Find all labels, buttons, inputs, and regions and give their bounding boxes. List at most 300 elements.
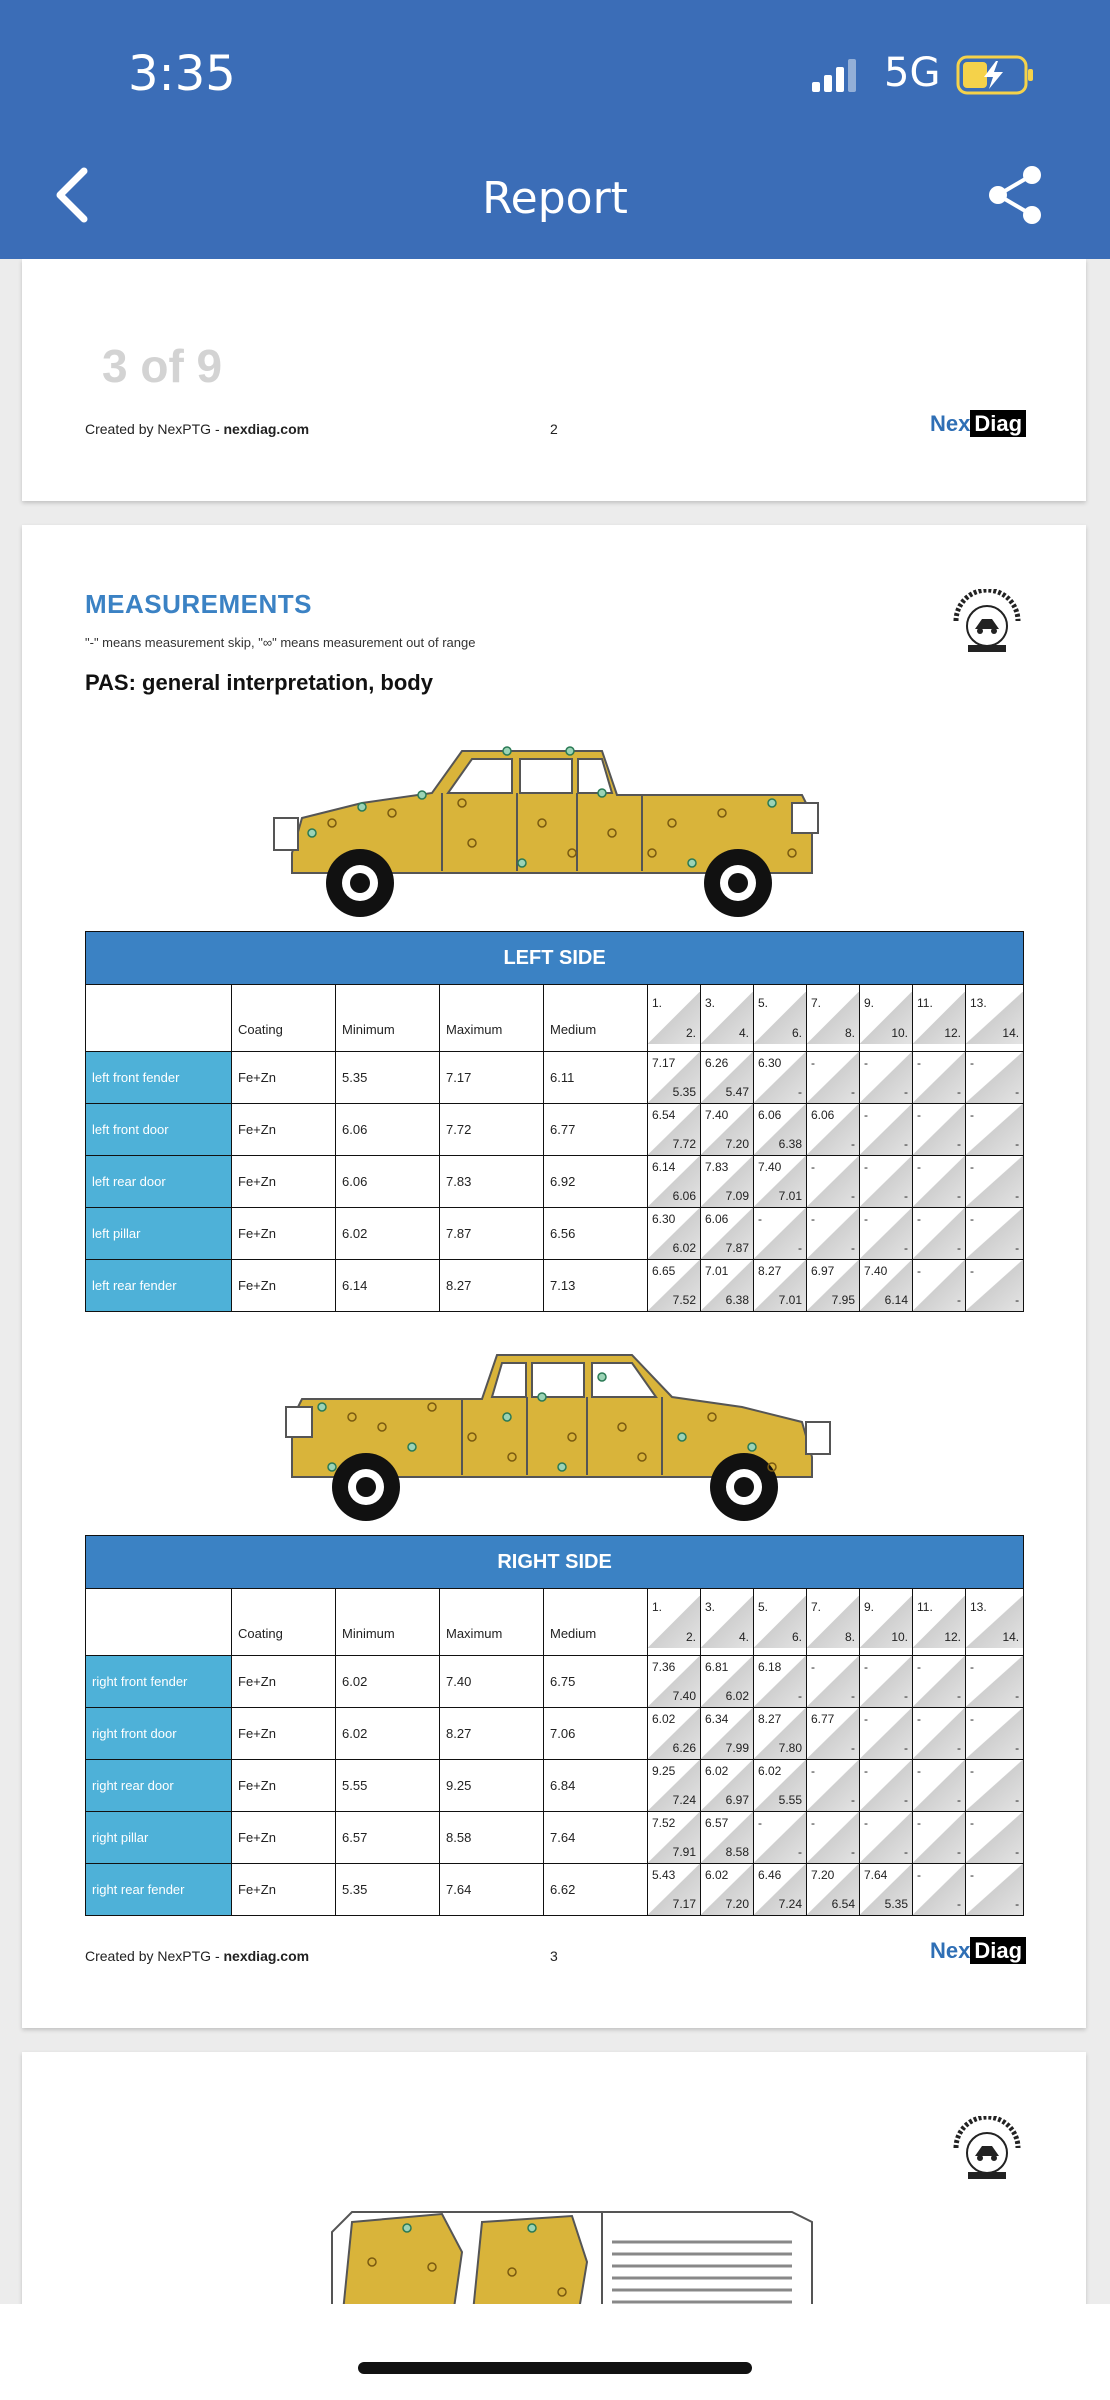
measurement-pair-cell <box>807 1208 860 1260</box>
pdf-page-3 <box>22 525 1086 2028</box>
measurement-pair-cell <box>913 1104 966 1156</box>
measurement-pair-cell <box>966 1260 1024 1312</box>
medium-cell: 7.13 <box>544 1260 648 1312</box>
measurement-pair-cell <box>860 1812 913 1864</box>
measurement-value-a: 8.27 <box>758 1712 782 1726</box>
measurement-value-b: - <box>1015 1085 1020 1099</box>
measurement-pair-cell <box>754 1156 807 1208</box>
measurement-pair-cell <box>860 1864 913 1916</box>
minimum-cell: 6.57 <box>336 1812 440 1864</box>
measurement-value-b: - <box>851 1241 855 1255</box>
header-pair <box>701 1589 754 1656</box>
measurement-value-a: - <box>811 1160 815 1174</box>
measurement-value-a: 7.40 <box>705 1108 729 1122</box>
maximum-cell: 7.83 <box>440 1156 544 1208</box>
measurement-value-b: - <box>1015 1741 1020 1755</box>
footer-created: Created by NexPTG - <box>85 1948 224 1964</box>
footer-site-link: nexdiag.com <box>223 421 310 437</box>
measurement-value-a: - <box>917 1108 921 1122</box>
header-pair <box>966 985 1024 1052</box>
measurement-value-b: - <box>904 1085 908 1099</box>
bottom-safe-area <box>0 2304 1110 2400</box>
measurement-value-a: 8.27 <box>758 1264 782 1278</box>
measurement-pair-cell <box>754 1104 807 1156</box>
pair-header-a: 13. <box>970 996 987 1010</box>
pair-header-a: 3. <box>705 1600 716 1614</box>
measurement-pair-cell <box>807 1656 860 1708</box>
measurement-value-b: 7.09 <box>725 1189 749 1203</box>
table-row <box>86 1260 1024 1312</box>
measurement-pair-cell <box>913 1156 966 1208</box>
measurement-pair-cell <box>860 1656 913 1708</box>
measurement-value-b: 7.24 <box>672 1793 696 1807</box>
footer-page-number: 2 <box>550 421 558 437</box>
pair-header-a: 5. <box>758 1600 769 1614</box>
measurement-value-b: 6.54 <box>831 1897 855 1911</box>
measurement-value-a: 6.30 <box>652 1212 676 1226</box>
maximum-cell: 7.72 <box>440 1104 544 1156</box>
measurement-pair-cell <box>860 1708 913 1760</box>
measurement-value-b: 5.55 <box>778 1793 802 1807</box>
measurement-value-a: - <box>917 1816 921 1830</box>
measurement-pair-cell <box>966 1864 1024 1916</box>
coating-cell: Fe+Zn <box>232 1260 336 1312</box>
pair-header-b: 4. <box>738 1630 749 1644</box>
header-minimum: Minimum <box>336 1589 440 1656</box>
measurement-pair-cell <box>648 1708 701 1760</box>
measurement-value-a: - <box>811 1212 815 1226</box>
measurement-value-a: 6.34 <box>705 1712 729 1726</box>
measurement-pair-cell <box>966 1208 1024 1260</box>
pair-header-a: 7. <box>811 1600 822 1614</box>
minimum-cell: 6.02 <box>336 1708 440 1760</box>
pair-header-a: 5. <box>758 996 769 1010</box>
measurement-pair-cell <box>701 1208 754 1260</box>
row-label: left rear fender <box>86 1260 232 1312</box>
row-label: left rear door <box>86 1156 232 1208</box>
medium-cell: 6.11 <box>544 1052 648 1104</box>
pair-header-a: 1. <box>652 996 663 1010</box>
row-label: left front fender <box>86 1052 232 1104</box>
minimum-cell: 6.14 <box>336 1260 440 1312</box>
measurement-value-a: 6.02 <box>705 1764 729 1778</box>
header-empty <box>86 1589 232 1656</box>
measurement-pair-cell <box>648 1656 701 1708</box>
measurement-value-a: - <box>970 1764 974 1778</box>
measurement-value-a: 6.02 <box>652 1712 676 1726</box>
measurement-pair-cell <box>754 1812 807 1864</box>
measurement-pair-cell <box>754 1760 807 1812</box>
measurement-value-b: - <box>798 1689 802 1703</box>
measurement-value-a: - <box>970 1264 974 1278</box>
measurement-value-b: 6.14 <box>884 1293 908 1307</box>
measurement-pair-cell <box>860 1156 913 1208</box>
measurement-value-b: 5.35 <box>884 1897 908 1911</box>
pair-header-a: 7. <box>811 996 822 1010</box>
header-pair <box>966 1589 1024 1656</box>
measurement-pair-cell <box>754 1864 807 1916</box>
measurement-value-a: 5.43 <box>652 1868 676 1882</box>
measurement-pair-cell <box>807 1760 860 1812</box>
measurement-pair-cell <box>966 1812 1024 1864</box>
measurement-value-a: - <box>758 1212 762 1226</box>
measurement-value-b: - <box>904 1137 908 1151</box>
measurement-value-b: - <box>904 1793 908 1807</box>
right-side-table <box>85 1535 1024 1916</box>
measurement-value-a: 6.54 <box>652 1108 676 1122</box>
measurement-value-b: 7.01 <box>778 1189 802 1203</box>
table-row <box>86 1156 1024 1208</box>
table-row <box>86 1812 1024 1864</box>
measurement-value-b: 7.95 <box>831 1293 855 1307</box>
pair-header-a: 11. <box>917 1600 933 1614</box>
table-row <box>86 1760 1024 1812</box>
brand-right: Diag <box>970 1937 1026 1964</box>
pair-header-b: 8. <box>844 1630 855 1644</box>
minimum-cell: 5.55 <box>336 1760 440 1812</box>
row-label: right rear fender <box>86 1864 232 1916</box>
header-maximum: Maximum <box>440 985 544 1052</box>
measurement-value-b: 7.87 <box>725 1241 749 1255</box>
medium-cell: 6.56 <box>544 1208 648 1260</box>
measurement-pair-cell <box>966 1156 1024 1208</box>
measurement-value-b: - <box>957 1137 961 1151</box>
measurement-value-b: 5.35 <box>672 1085 696 1099</box>
header-pair <box>807 985 860 1052</box>
coating-cell: Fe+Zn <box>232 1156 336 1208</box>
measurement-value-a: - <box>917 1264 921 1278</box>
measurement-value-b: 7.20 <box>725 1897 749 1911</box>
measurement-value-b: - <box>904 1689 908 1703</box>
measurement-pair-cell <box>913 1864 966 1916</box>
measurement-value-a: 9.25 <box>652 1764 676 1778</box>
measurement-value-a: 7.40 <box>864 1264 888 1278</box>
medium-cell: 7.06 <box>544 1708 648 1760</box>
table-row <box>86 1104 1024 1156</box>
header-coating: Coating <box>232 1589 336 1656</box>
measurement-value-a: - <box>758 1816 762 1830</box>
row-label: right front fender <box>86 1656 232 1708</box>
measurement-value-b: 7.24 <box>778 1897 802 1911</box>
measurement-value-b: - <box>851 1741 855 1755</box>
measurement-pair-cell <box>648 1104 701 1156</box>
left-side-table <box>85 931 1024 1312</box>
measurement-pair-cell <box>701 1760 754 1812</box>
measurement-value-b: 6.97 <box>725 1793 749 1807</box>
header-pair <box>701 985 754 1052</box>
pair-header-b: 12. <box>944 1026 961 1040</box>
header-coating: Coating <box>232 985 336 1052</box>
measurement-value-b: 7.01 <box>778 1293 802 1307</box>
maximum-cell: 7.17 <box>440 1052 544 1104</box>
measurement-value-a: - <box>970 1816 974 1830</box>
measurement-value-b: - <box>851 1189 855 1203</box>
measurement-value-b: - <box>851 1845 855 1859</box>
share-icon[interactable] <box>986 163 1046 227</box>
header-medium: Medium <box>544 985 648 1052</box>
brand-left: Nex <box>930 411 971 436</box>
measurement-value-a: - <box>811 1764 815 1778</box>
measurement-value-b: - <box>1015 1293 1020 1307</box>
measurement-pair-cell <box>648 1760 701 1812</box>
measurement-pair-cell <box>913 1812 966 1864</box>
measurement-pair-cell <box>966 1052 1024 1104</box>
pair-header-a: 13. <box>970 1600 987 1614</box>
measurement-pair-cell <box>754 1208 807 1260</box>
measurement-value-b: - <box>1015 1689 1020 1703</box>
minimum-cell: 5.35 <box>336 1052 440 1104</box>
pair-header-b: 12. <box>944 1630 961 1644</box>
home-indicator[interactable] <box>358 2362 752 2374</box>
table-row <box>86 1864 1024 1916</box>
pair-header-b: 10. <box>891 1630 908 1644</box>
coating-cell: Fe+Zn <box>232 1708 336 1760</box>
measurement-value-a: - <box>970 1160 974 1174</box>
measurement-value-b: - <box>798 1085 802 1099</box>
measurement-pair-cell <box>807 1104 860 1156</box>
table-row <box>86 1656 1024 1708</box>
measurement-pair-cell <box>754 1052 807 1104</box>
pair-header-a: 3. <box>705 996 716 1010</box>
measurement-value-b: - <box>904 1741 908 1755</box>
maximum-cell: 7.40 <box>440 1656 544 1708</box>
left-side-title: LEFT SIDE <box>86 932 1024 985</box>
table-row <box>86 1708 1024 1760</box>
minimum-cell: 6.06 <box>336 1104 440 1156</box>
measurement-value-b: - <box>1015 1793 1020 1807</box>
measurement-pair-cell <box>701 1864 754 1916</box>
paragon-logo <box>950 589 1024 663</box>
measurement-value-a: - <box>917 1868 921 1882</box>
document-viewer[interactable] <box>0 259 1110 2304</box>
header-pair <box>913 985 966 1052</box>
measurement-value-a: 6.81 <box>705 1660 729 1674</box>
header-pair <box>754 1589 807 1656</box>
measurement-value-b: - <box>798 1845 802 1859</box>
measurement-value-a: - <box>917 1212 921 1226</box>
measurement-value-b: - <box>957 1085 961 1099</box>
measurement-value-a: - <box>917 1056 921 1070</box>
measurement-value-b: 8.58 <box>725 1845 749 1859</box>
measurement-value-b: - <box>851 1085 855 1099</box>
measurement-value-a: - <box>811 1056 815 1070</box>
measurement-pair-cell <box>701 1156 754 1208</box>
measurement-value-a: 6.14 <box>652 1160 676 1174</box>
measurement-value-a: - <box>970 1108 974 1122</box>
measurement-value-a: - <box>917 1764 921 1778</box>
measurement-pair-cell <box>913 1260 966 1312</box>
measurement-pair-cell <box>754 1708 807 1760</box>
right-side-title: RIGHT SIDE <box>86 1536 1024 1589</box>
measurement-pair-cell <box>966 1104 1024 1156</box>
pair-header-b: 14. <box>1002 1630 1020 1644</box>
measurement-value-a: - <box>970 1712 974 1726</box>
footer-created: Created by NexPTG - <box>85 421 224 437</box>
measurement-value-b: 7.52 <box>672 1293 696 1307</box>
page-indicator: 3 of 9 <box>102 340 223 392</box>
brand-left: Nex <box>930 1938 971 1963</box>
pair-header-a: 9. <box>864 996 875 1010</box>
measurement-pair-cell <box>807 1864 860 1916</box>
measurement-note: "-" means measurement skip, "∞" means measurement out of range <box>85 635 476 650</box>
pair-header-b: 14. <box>1002 1026 1020 1040</box>
measurement-value-b: - <box>1015 1897 1020 1911</box>
medium-cell: 6.77 <box>544 1104 648 1156</box>
status-time: 3:35 <box>128 46 236 102</box>
measurement-pair-cell <box>860 1104 913 1156</box>
pair-header-b: 2. <box>685 1026 696 1040</box>
measurement-value-b: 6.38 <box>725 1293 749 1307</box>
coating-cell: Fe+Zn <box>232 1864 336 1916</box>
measurement-value-a: - <box>864 1764 868 1778</box>
measurement-value-b: 7.72 <box>672 1137 696 1151</box>
left-header-row <box>86 985 1024 1052</box>
pair-header-b: 4. <box>738 1026 749 1040</box>
measurement-value-b: - <box>957 1793 961 1807</box>
pair-header-b: 6. <box>791 1630 802 1644</box>
measurement-value-b: - <box>851 1689 855 1703</box>
section-heading: MEASUREMENTS <box>85 589 313 619</box>
measurement-value-b: - <box>904 1845 908 1859</box>
measurement-pair-cell <box>913 1708 966 1760</box>
measurement-pair-cell <box>648 1260 701 1312</box>
measurement-pair-cell <box>860 1260 913 1312</box>
header-pair <box>913 1589 966 1656</box>
measurement-value-b: - <box>904 1241 908 1255</box>
measurement-value-a: - <box>864 1056 868 1070</box>
section-subheading: PAS: general interpretation, body <box>85 670 433 695</box>
maximum-cell: 9.25 <box>440 1760 544 1812</box>
measurement-value-b: 7.17 <box>672 1897 696 1911</box>
maximum-cell: 8.27 <box>440 1708 544 1760</box>
measurement-value-a: 6.46 <box>758 1868 782 1882</box>
measurement-pair-cell <box>913 1052 966 1104</box>
measurement-pair-cell <box>701 1104 754 1156</box>
status-bar <box>0 0 1110 125</box>
measurement-value-b: 7.91 <box>672 1845 696 1859</box>
maximum-cell: 8.58 <box>440 1812 544 1864</box>
measurement-value-a: - <box>864 1660 868 1674</box>
measurement-pair-cell <box>648 1208 701 1260</box>
coating-cell: Fe+Zn <box>232 1052 336 1104</box>
measurement-value-a: 7.17 <box>652 1056 676 1070</box>
measurement-value-b: - <box>851 1137 855 1151</box>
measurement-value-b: - <box>1015 1189 1020 1203</box>
measurement-value-a: 6.77 <box>811 1712 835 1726</box>
measurement-pair-cell <box>648 1156 701 1208</box>
coating-cell: Fe+Zn <box>232 1208 336 1260</box>
measurement-value-a: 7.52 <box>652 1816 676 1830</box>
measurement-value-b: - <box>1015 1241 1020 1255</box>
measurement-value-a: - <box>970 1660 974 1674</box>
brand-right: Diag <box>970 410 1026 437</box>
measurement-pair-cell <box>913 1760 966 1812</box>
measurement-value-a: 6.06 <box>705 1212 729 1226</box>
measurement-value-a: - <box>864 1712 868 1726</box>
minimum-cell: 5.35 <box>336 1864 440 1916</box>
header-pair <box>754 985 807 1052</box>
row-label: right rear door <box>86 1760 232 1812</box>
measurement-value-b: - <box>957 1689 961 1703</box>
measurement-value-a: 7.01 <box>705 1264 729 1278</box>
maximum-cell: 7.87 <box>440 1208 544 1260</box>
measurement-value-a: 6.06 <box>758 1108 782 1122</box>
measurement-value-b: 6.02 <box>672 1241 696 1255</box>
medium-cell: 6.92 <box>544 1156 648 1208</box>
row-label: left front door <box>86 1104 232 1156</box>
right-side-truck-diagram <box>272 1337 862 1537</box>
footer-page-number: 3 <box>550 1948 558 1964</box>
measurement-value-b: - <box>957 1845 961 1859</box>
medium-cell: 6.75 <box>544 1656 648 1708</box>
measurement-value-b: - <box>957 1741 961 1755</box>
measurement-pair-cell <box>913 1656 966 1708</box>
measurement-value-a: 7.83 <box>705 1160 729 1174</box>
minimum-cell: 6.06 <box>336 1156 440 1208</box>
measurement-value-a: - <box>917 1712 921 1726</box>
measurement-value-b: 7.40 <box>672 1689 696 1703</box>
measurement-pair-cell <box>966 1760 1024 1812</box>
pdf-page-2 <box>22 259 1086 501</box>
measurement-pair-cell <box>701 1708 754 1760</box>
measurement-pair-cell <box>860 1760 913 1812</box>
measurement-pair-cell <box>807 1260 860 1312</box>
measurement-value-b: - <box>957 1241 961 1255</box>
nexdiag-logo <box>930 411 1026 437</box>
header-pair <box>648 985 701 1052</box>
app-bar <box>0 125 1110 259</box>
measurement-value-a: 7.20 <box>811 1868 835 1882</box>
pair-header-b: 6. <box>791 1026 802 1040</box>
measurement-value-b: - <box>957 1189 961 1203</box>
row-label: left pillar <box>86 1208 232 1260</box>
measurement-pair-cell <box>648 1052 701 1104</box>
measurement-value-a: - <box>970 1212 974 1226</box>
measurement-value-a: - <box>917 1660 921 1674</box>
maximum-cell: 8.27 <box>440 1260 544 1312</box>
coating-cell: Fe+Zn <box>232 1812 336 1864</box>
minimum-cell: 6.02 <box>336 1208 440 1260</box>
medium-cell: 7.64 <box>544 1812 648 1864</box>
measurement-value-a: 7.36 <box>652 1660 676 1674</box>
measurement-value-a: - <box>864 1816 868 1830</box>
measurement-pair-cell <box>701 1812 754 1864</box>
top-view-truck-diagram <box>312 2192 832 2304</box>
maximum-cell: 7.64 <box>440 1864 544 1916</box>
pair-header-a: 9. <box>864 1600 875 1614</box>
header-minimum: Minimum <box>336 985 440 1052</box>
measurement-pair-cell <box>913 1208 966 1260</box>
measurement-value-b: - <box>1015 1137 1020 1151</box>
measurement-value-a: 6.02 <box>758 1764 782 1778</box>
minimum-cell: 6.02 <box>336 1656 440 1708</box>
header-maximum: Maximum <box>440 1589 544 1656</box>
measurement-value-a: - <box>917 1160 921 1174</box>
measurement-value-b: - <box>798 1241 802 1255</box>
pair-header-b: 8. <box>844 1026 855 1040</box>
right-header-row <box>86 1589 1024 1656</box>
measurement-pair-cell <box>807 1708 860 1760</box>
measurement-pair-cell <box>966 1708 1024 1760</box>
header-medium: Medium <box>544 1589 648 1656</box>
measurement-value-b: 6.06 <box>672 1189 696 1203</box>
medium-cell: 6.84 <box>544 1760 648 1812</box>
nexdiag-logo <box>930 1938 1026 1964</box>
signal-icon <box>812 58 860 92</box>
coating-cell: Fe+Zn <box>232 1656 336 1708</box>
header-pair <box>860 985 913 1052</box>
paragon-logo <box>950 2116 1024 2190</box>
